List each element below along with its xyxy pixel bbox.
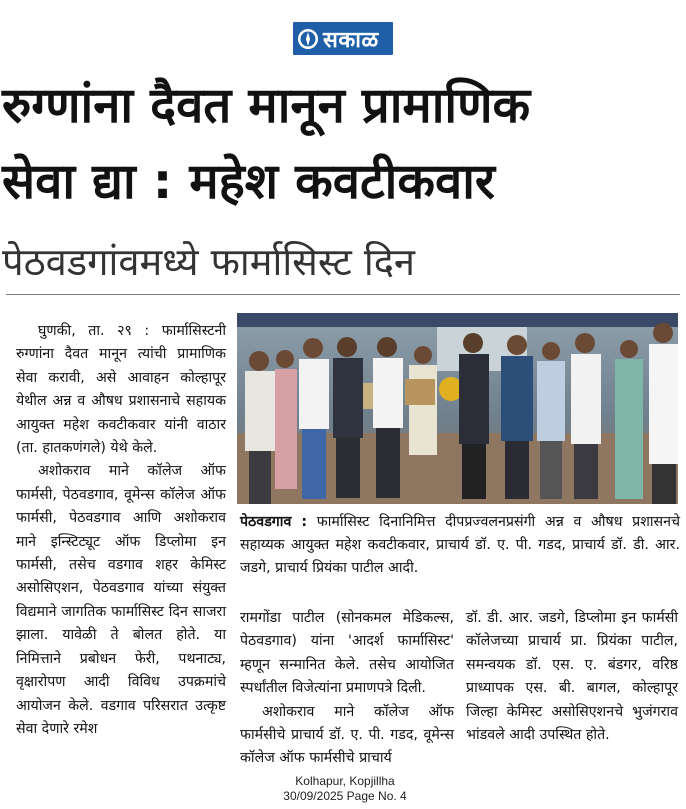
- article-column-2: [240, 607, 454, 771]
- sakal-logo-icon: [296, 27, 320, 51]
- newspaper-masthead: [293, 22, 393, 55]
- article-paragraph: डॉ. डी. आर. जडगे, डिप्लोमा इन फार्मसी कॉलेजच्या प्राचार्य प्रा. प्रियंका पाटील, समन्वयक डॉ. एस. ए. बंडगर, वरिष्ठ प्राध्यापक एस. बी. बागल, कोल्हापूर जिल्हा केमिस्ट असोसिएशनचे भुजंगराव भांडवले आदी उपस्थित होते.: [466, 610, 678, 744]
- article-paragraph: रामगोंडा पाटील (सोनकमल मेडिकल्स, पेठवडगाव) यांना 'आदर्श फार्मासिस्ट' म्हणून सन्मानित केले. तसेच आयोजित स्पर्धांतील विजेत्यांना प्रमाणपत्रे दिली.: [240, 610, 454, 697]
- footer-date-page: 30/09/2025 Page No. 4: [283, 789, 407, 803]
- caption-text: फार्मासिस्ट दिनानिमित्त दीपप्रज्वलनप्रसंगी अन्न व औषध प्रशासनचे सहाय्यक आयुक्त महेश कवटीकवार, प्राचार्य डॉ. ए. पी. गडद, प्राचार्य डॉ. डी. आर. जडगे, प्राचार्य प्रियंका पाटील आदी.: [240, 514, 680, 576]
- article-paragraph: घुणकी, ता. २९ : फार्मासिस्टनी रुग्णांना दैवत मानून त्यांची प्रामाणिक सेवा करावी, असे आवाहन कोल्हापूर येथील अन्न व औषध प्रशासनाचे सहायक आयुक्त महेश कवटीकवार यांनी वाठार (ता. हातकणंगले) येथे केले.: [16, 323, 226, 457]
- photo-caption: [240, 511, 680, 580]
- divider: [6, 294, 680, 295]
- event-photo: [237, 313, 678, 504]
- page-footer: [260, 774, 430, 804]
- footer-edition: Kolhapur, Kopjillha: [295, 774, 395, 788]
- subheadline: पेठवडगांवमध्ये फार्मासिस्ट दिन: [2, 240, 415, 284]
- article-column-3: [466, 607, 678, 747]
- article-paragraph: अशोकराव माने कॉलेज ऑफ फार्मसीचे प्राचार्य डॉ. ए. पी. गडद, वूमेन्स कॉलेज ऑफ फार्मसीचे प्राचार्य: [240, 703, 454, 767]
- headline-line-1: रुग्णांना दैवत मानून प्रामाणिक: [2, 77, 531, 134]
- headline: [0, 68, 686, 220]
- caption-place: पेठवडगाव :: [240, 514, 308, 530]
- headline-line-2: सेवा द्या : महेश कवटीकवार: [2, 153, 495, 210]
- masthead-title: सकाळ: [323, 27, 379, 53]
- article-paragraph: अशोकराव माने कॉलेज ऑफ फार्मसी, पेठवडगाव, वूमेन्स कॉलेज ऑफ फार्मसी, पेठवडगाव आणि अशोकराव माने इन्स्टिट्यूट ऑफ डिप्लोमा इन फार्मसी, तसेच वडगाव शहर केमिस्ट असोसिएशन, पेठवडगाव यांच्या संयुक्त विद्यमाने जागतिक फार्मासिस्ट दिन साजरा झाला. यावेळी ते बोलत होते. या निमित्ताने प्रबोधन फेरी, पथनाट्य, वृक्षारोपण आदी विविध उपक्रमांचे आयोजन केले. वडगाव परिसरात उत्कृष्ट सेवा देणारे रमेश: [16, 463, 226, 737]
- article-column-1: [16, 320, 226, 741]
